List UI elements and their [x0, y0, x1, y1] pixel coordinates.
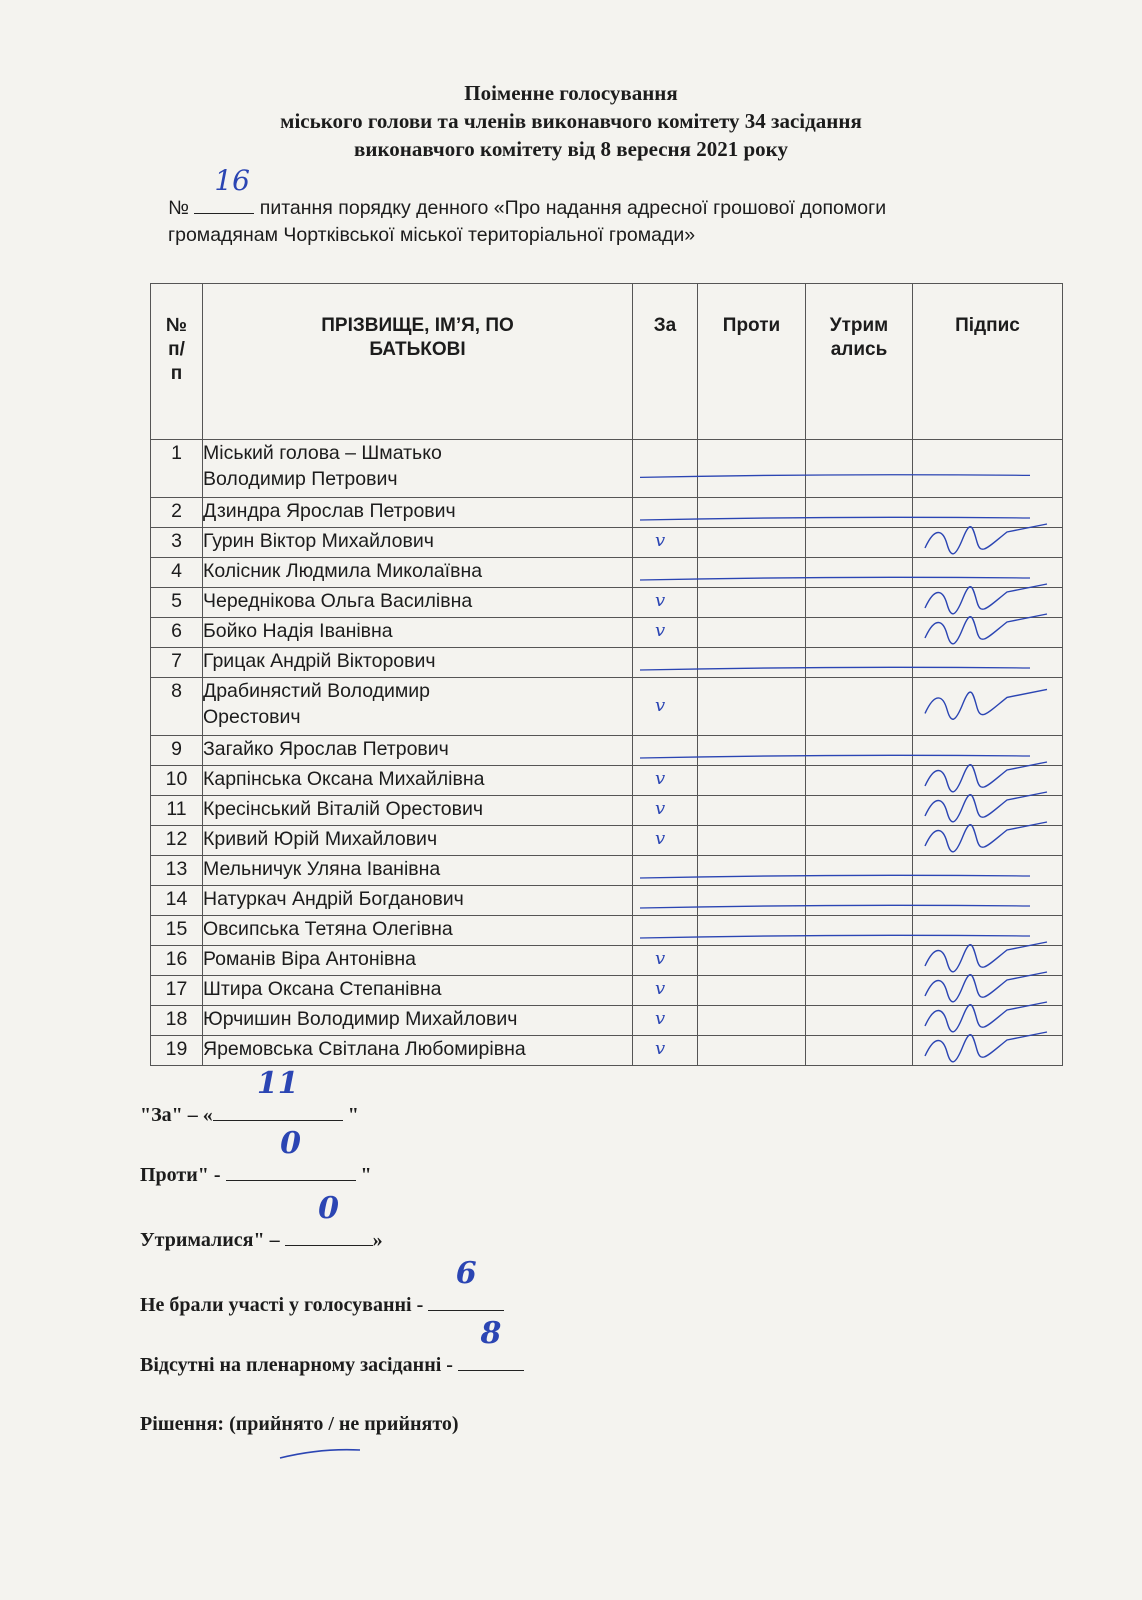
row-full-name [203, 498, 633, 528]
row-number: 19 [151, 1036, 203, 1066]
name-line: Юрчишин Володимир Михайлович [203, 1008, 518, 1030]
checkmark-icon: v [655, 1008, 666, 1029]
summary-absent-blank [458, 1316, 524, 1371]
name-line: Гурин Віктор Михайлович [203, 530, 434, 552]
row-vote-for [633, 558, 698, 588]
row-signature [913, 1036, 1063, 1066]
summary-abstained-blank [285, 1191, 373, 1246]
row-vote-abstained [806, 826, 913, 856]
row-vote-abstained [806, 1036, 913, 1066]
row-signature [913, 618, 1063, 648]
checkmark-icon: v [655, 768, 666, 789]
header-against: Проти [698, 284, 806, 440]
name-line: Міський голова – Шматько [203, 442, 442, 464]
table-row [151, 886, 1063, 916]
name-line: Володимир Петрович [203, 468, 398, 490]
row-vote-against [698, 736, 806, 766]
summary-abstained-value: 0 [318, 1191, 340, 1226]
row-signature [913, 528, 1063, 558]
row-vote-abstained [806, 618, 913, 648]
checkmark-icon: v [655, 620, 666, 641]
checkmark-icon: v [655, 590, 666, 611]
row-number: 1 [151, 440, 203, 498]
table-row [151, 826, 1063, 856]
table-row [151, 528, 1063, 558]
summary-decision: Рішення: (прийнято / не прийнято) [140, 1413, 459, 1435]
agenda-question-line2: громадянам Чортківської міської територіальної громади» [168, 224, 696, 246]
row-vote-against [698, 498, 806, 528]
table-row [151, 498, 1063, 528]
row-vote-for [633, 440, 698, 498]
row-vote-abstained [806, 678, 913, 736]
row-vote-against [698, 648, 806, 678]
row-vote-against [698, 766, 806, 796]
row-full-name [203, 886, 633, 916]
row-number: 10 [151, 766, 203, 796]
name-line: Драбинястий Володимир [203, 680, 431, 702]
name-line: Кресінський Віталій Орестович [203, 798, 484, 820]
checkmark-icon: v [655, 978, 666, 999]
table-row [151, 736, 1063, 766]
row-full-name [203, 766, 633, 796]
name-line: Мельничук Уляна Іванівна [203, 858, 441, 880]
row-vote-against [698, 976, 806, 1006]
table-header-row [151, 284, 1063, 440]
row-number: 17 [151, 976, 203, 1006]
row-signature [913, 588, 1063, 618]
row-signature [913, 648, 1063, 678]
row-signature [913, 916, 1063, 946]
name-line: Череднікова Ольга Василівна [203, 590, 473, 612]
summary-absent-value: 8 [480, 1316, 502, 1351]
row-number: 7 [151, 648, 203, 678]
summary-not-voting-blank [428, 1256, 504, 1311]
row-vote-abstained [806, 916, 913, 946]
row-number: 9 [151, 736, 203, 766]
table-row [151, 976, 1063, 1006]
row-full-name [203, 678, 633, 736]
header-for: За [633, 284, 698, 440]
row-vote-for [633, 588, 698, 618]
row-vote-against [698, 528, 806, 558]
table-row [151, 856, 1063, 886]
row-number: 18 [151, 1006, 203, 1036]
table-row [151, 796, 1063, 826]
row-vote-for [633, 796, 698, 826]
row-vote-abstained [806, 558, 913, 588]
name-line: Яремовська Світлана Любомирівна [203, 1038, 526, 1060]
row-vote-for [633, 736, 698, 766]
row-full-name [203, 976, 633, 1006]
row-signature [913, 558, 1063, 588]
row-vote-abstained [806, 498, 913, 528]
row-full-name [203, 946, 633, 976]
row-number: 5 [151, 588, 203, 618]
document-subtitle-line2: виконавчого комітету від 8 вересня 2021 року [354, 137, 788, 161]
row-number: 15 [151, 916, 203, 946]
table-row [151, 618, 1063, 648]
table-row [151, 588, 1063, 618]
row-full-name [203, 440, 633, 498]
row-signature [913, 678, 1063, 736]
row-number: 12 [151, 826, 203, 856]
row-number: 16 [151, 946, 203, 976]
row-vote-abstained [806, 528, 913, 558]
summary-absent-label: Відсутні на пленарному засіданні - [140, 1354, 458, 1376]
name-line: Овсипська Тетяна Олегівна [203, 918, 453, 940]
name-line: Орестович [203, 706, 301, 728]
name-line: Грицак Андрій Вікторович [203, 650, 436, 672]
checkmark-icon: v [655, 948, 666, 969]
row-vote-for [633, 856, 698, 886]
row-signature [913, 498, 1063, 528]
row-number: 3 [151, 528, 203, 558]
row-vote-abstained [806, 648, 913, 678]
row-full-name [203, 1006, 633, 1036]
table-row [151, 558, 1063, 588]
row-number: 8 [151, 678, 203, 736]
row-vote-abstained [806, 976, 913, 1006]
row-vote-against [698, 588, 806, 618]
row-vote-for [633, 498, 698, 528]
agenda-question-text: питання порядку денного «Про надання адресної грошової допомоги [259, 197, 887, 219]
row-full-name [203, 1036, 633, 1066]
summary-against-value: 0 [280, 1126, 301, 1161]
row-vote-against [698, 886, 806, 916]
table-row [151, 916, 1063, 946]
row-number: 14 [151, 886, 203, 916]
row-vote-abstained [806, 736, 913, 766]
summary-not-voting-value: 6 [455, 1256, 477, 1291]
row-vote-abstained [806, 796, 913, 826]
row-vote-for [633, 678, 698, 736]
header-full-name: ПРІЗВИЩЕ, ІМ’Я, ПО БАТЬКОВІ [203, 284, 633, 440]
row-signature [913, 736, 1063, 766]
row-number: 2 [151, 498, 203, 528]
checkmark-icon: v [655, 828, 666, 849]
row-vote-for [633, 886, 698, 916]
checkmark-icon: v [655, 695, 666, 717]
row-vote-for [633, 766, 698, 796]
row-signature [913, 946, 1063, 976]
name-line: Бойко Надія Іванівна [203, 620, 393, 642]
document-title: Поіменне голосування [464, 81, 678, 105]
row-vote-against [698, 678, 806, 736]
row-vote-against [698, 1036, 806, 1066]
row-signature [913, 796, 1063, 826]
table-row [151, 946, 1063, 976]
name-line: Натуркач Андрій Богданович [203, 888, 464, 910]
row-vote-for [633, 826, 698, 856]
row-vote-against [698, 796, 806, 826]
row-vote-against [698, 1006, 806, 1036]
row-vote-abstained [806, 440, 913, 498]
row-number: 13 [151, 856, 203, 886]
row-vote-against [698, 618, 806, 648]
row-vote-abstained [806, 1006, 913, 1036]
row-number: 6 [151, 618, 203, 648]
row-full-name [203, 856, 633, 886]
row-full-name [203, 796, 633, 826]
row-vote-against [698, 946, 806, 976]
header-abstained: Утрим ались [806, 284, 913, 440]
row-full-name [203, 558, 633, 588]
row-vote-for [633, 648, 698, 678]
row-vote-abstained [806, 946, 913, 976]
row-vote-for [633, 1036, 698, 1066]
header-signature: Підпис [913, 284, 1063, 440]
row-vote-for [633, 1006, 698, 1036]
row-vote-for [633, 916, 698, 946]
voting-table [150, 283, 1063, 1066]
table-row [151, 1036, 1063, 1066]
name-line: Загайко Ярослав Петрович [203, 738, 449, 760]
row-signature [913, 826, 1063, 856]
row-full-name [203, 648, 633, 678]
table-row [151, 648, 1063, 678]
table-row [151, 1006, 1063, 1036]
row-full-name [203, 916, 633, 946]
row-signature [913, 1006, 1063, 1036]
row-signature [913, 856, 1063, 886]
summary-for-value: 11 [256, 1066, 299, 1101]
decision-underline-stroke [280, 1450, 360, 1458]
row-vote-for [633, 528, 698, 558]
document-subtitle-line1: міського голови та членів виконавчого комітету 34 засідання [280, 109, 862, 133]
agenda-number-handwritten: 16 [214, 164, 250, 197]
row-number: 11 [151, 796, 203, 826]
checkmark-icon: v [655, 798, 666, 819]
name-line: Романів Віра Антонівна [203, 948, 416, 970]
row-number: 4 [151, 558, 203, 588]
table-row [151, 440, 1063, 498]
row-vote-against [698, 826, 806, 856]
summary-for: "За" – « 11 " [140, 1066, 359, 1126]
row-signature [913, 766, 1063, 796]
row-signature [913, 976, 1063, 1006]
row-vote-against [698, 440, 806, 498]
row-full-name [203, 736, 633, 766]
agenda-number-blank [194, 164, 254, 214]
name-line: Дзиндра Ярослав Петрович [203, 500, 456, 522]
row-vote-abstained [806, 886, 913, 916]
row-vote-abstained [806, 588, 913, 618]
row-vote-for [633, 946, 698, 976]
summary-for-label: "За" – « [140, 1104, 213, 1126]
header-number: № п/ п [151, 284, 203, 440]
name-line: Штира Оксана Степанівна [203, 978, 442, 1000]
agenda-question-line1 [168, 164, 1088, 222]
summary-not-voting-label: Не брали участі у голосуванні - [140, 1294, 429, 1316]
row-full-name [203, 588, 633, 618]
row-vote-for [633, 976, 698, 1006]
summary-not-voting [140, 1256, 504, 1319]
table-row [151, 678, 1063, 736]
checkmark-icon: v [655, 530, 666, 551]
summary-absent [140, 1316, 524, 1379]
table-row [151, 766, 1063, 796]
row-full-name [203, 826, 633, 856]
summary-against: Проти" - 0 " [140, 1126, 372, 1186]
name-line: Кривий Юрій Михайлович [203, 828, 438, 850]
row-vote-for [633, 618, 698, 648]
row-vote-abstained [806, 766, 913, 796]
number-sign: № [168, 197, 189, 219]
row-full-name [203, 618, 633, 648]
row-vote-abstained [806, 856, 913, 886]
checkmark-icon: v [655, 1038, 666, 1059]
row-full-name [203, 528, 633, 558]
summary-abstained: Утрималися" – 0 » [140, 1191, 383, 1251]
name-line: Колісник Людмила Миколаївна [203, 560, 483, 582]
row-signature [913, 440, 1063, 498]
row-signature [913, 886, 1063, 916]
summary-against-label: Проти" - [140, 1164, 226, 1186]
row-vote-against [698, 856, 806, 886]
summary-abstained-label: Утрималися" – [140, 1229, 285, 1251]
name-line: Карпінська Оксана Михайлівна [203, 768, 485, 790]
row-vote-against [698, 558, 806, 588]
row-vote-against [698, 916, 806, 946]
